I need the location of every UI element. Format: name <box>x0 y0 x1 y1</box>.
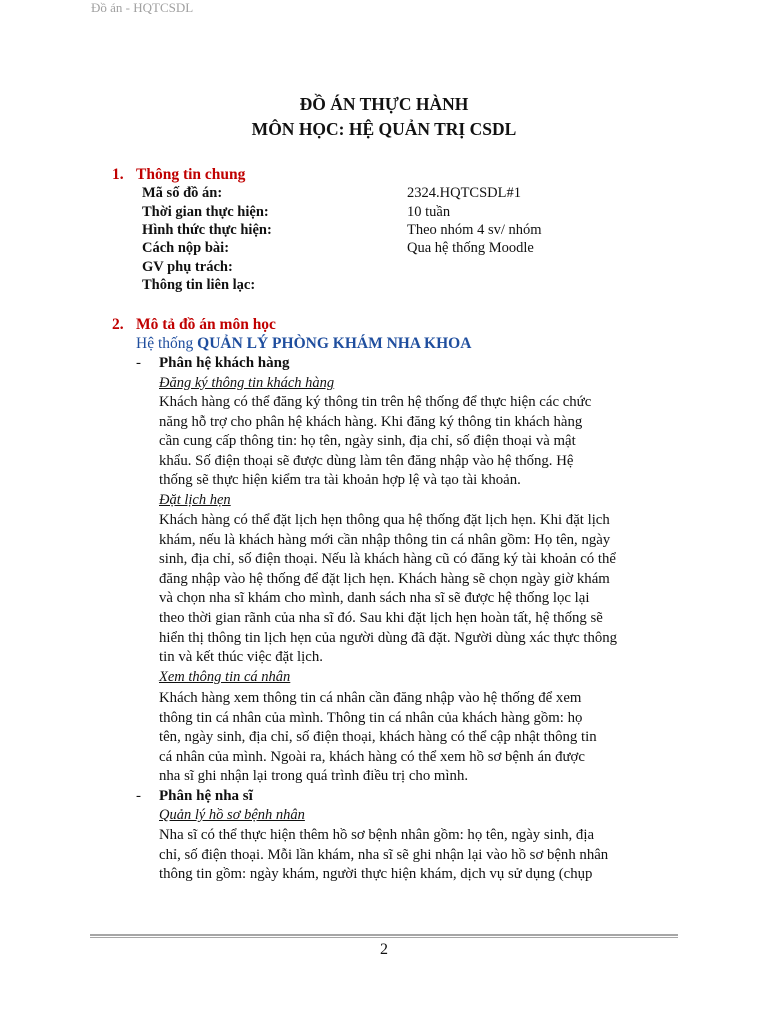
feature-paragraph <box>159 393 677 491</box>
paragraph-line: cần cung cấp thông tin: họ tên, ngày sinh, địa chỉ, số điện thoại và mật <box>159 433 576 450</box>
bullet-dash: - <box>136 355 141 371</box>
subsystem-heading <box>136 788 253 805</box>
info-value: 10 tuần <box>407 204 451 220</box>
system-name: QUẢN LÝ PHÒNG KHÁM NHA KHOA <box>197 335 472 352</box>
paragraph-line: đăng nhập vào hệ thống để đặt lịch hẹn. Khách hàng sẽ chọn ngày giờ khám <box>159 570 610 587</box>
subsystem-heading <box>136 355 289 372</box>
paragraph-line: sinh, địa chỉ, số điện thoại. Nếu là khách hàng cũ có đăng ký tài khoản có thể <box>159 551 616 568</box>
footer-divider <box>90 934 678 936</box>
paragraph-line: hiển thị thông tin lịch hẹn của người dùng đã đặt. Người dùng xác thực thông <box>159 629 618 646</box>
paragraph-line: thông tin cá nhân của mình. Thông tin cá nhân của khách hàng gồm: họ <box>159 709 583 726</box>
section-1-title: Thông tin chung <box>136 166 246 183</box>
info-value: Theo nhóm 4 sv/ nhóm <box>407 222 542 238</box>
subsystem-title: Phân hệ nha sĩ <box>159 788 253 804</box>
paragraph-line: tin và kết thúc việc đặt lịch. <box>159 649 323 666</box>
feature-title: Đăng ký thông tin khách hàng <box>159 375 335 391</box>
paragraph-line: khẩu. Số điện thoại sẽ được dùng làm tên đăng nhập vào hệ thống. Hệ <box>159 452 574 469</box>
paragraph-line: năng hỗ trợ cho phân hệ khách hàng. Khi đăng ký thông tin khách hàng <box>159 413 583 430</box>
section-1-number: 1. <box>112 166 124 183</box>
paragraph-line: cá nhân của mình. Ngoài ra, khách hàng có thể xem hồ sơ bệnh án được <box>159 748 585 765</box>
document-subtitle: MÔN HỌC: HỆ QUẢN TRỊ CSDL <box>251 119 517 139</box>
paragraph-line: khám, nếu là khách hàng mới cần nhập thông tin cá nhân gồm: Họ tên, ngày <box>159 531 611 548</box>
paragraph-line: thống sẽ thực hiện kiểm tra tài khoản hợp lệ và tạo tài khoản. <box>159 472 521 489</box>
paragraph-line: tên, ngày sinh, địa chỉ, số điện thoại, khách hàng có thể cập nhật thông tin <box>159 729 597 746</box>
bullet-dash: - <box>136 788 141 804</box>
paragraph-line: và chọn nha sĩ khám cho mình, danh sách nha sĩ sẽ được hệ thống lọc lại <box>159 590 590 607</box>
page-header: Đồ án - HQTCSDL <box>91 0 194 15</box>
paragraph-line: Nha sĩ có thể thực hiện thêm hồ sơ bệnh nhân gồm: họ tên, ngày sinh, địa <box>159 827 595 843</box>
feature-title: Xem thông tin cá nhân <box>159 669 291 685</box>
section-1-heading <box>112 166 245 184</box>
paragraph-line: theo thời gian rãnh của nha sĩ đó. Sau khi đặt lịch hẹn hoàn tất, hệ thống sẽ <box>159 609 603 626</box>
feature-paragraph <box>159 511 677 668</box>
info-value: Qua hệ thống Moodle <box>407 240 534 256</box>
section-2-title: Mô tả đồ án môn học <box>136 316 276 333</box>
paragraph-line: chỉ, số điện thoại. Mỗi lần khám, nha sĩ sẽ ghi nhận lại vào hồ sơ bệnh nhân <box>159 846 609 863</box>
subsystem-title: Phân hệ khách hàng <box>159 355 290 371</box>
paragraph-line: Khách hàng xem thông tin cá nhân cần đăng nhập vào hệ thống để xem <box>159 690 582 706</box>
info-label: Cách nộp bài: <box>142 240 230 256</box>
info-value: 2324.HQTCSDL#1 <box>407 185 521 201</box>
info-label: Hình thức thực hiện: <box>142 222 272 238</box>
feature-title: Đặt lịch hẹn <box>159 492 231 508</box>
paragraph-line: Khách hàng có thể đăng ký thông tin trên hệ thống để thực hiện các chức <box>159 394 592 410</box>
feature-title: Quản lý hồ sơ bệnh nhân <box>159 807 305 823</box>
feature-paragraph <box>159 826 677 885</box>
system-title <box>136 335 471 353</box>
paragraph-line: nha sĩ ghi nhận lại trong quá trình điều trị cho mình. <box>159 768 469 785</box>
feature-paragraph <box>159 689 677 787</box>
system-prefix: Hệ thống <box>136 335 194 352</box>
info-label: Thông tin liên lạc: <box>142 277 256 293</box>
paragraph-line: Khách hàng có thể đặt lịch hẹn thông qua hệ thống đặt lịch hẹn. Khi đặt lịch <box>159 512 610 528</box>
section-2-number: 2. <box>112 316 124 333</box>
footer-divider <box>90 937 678 938</box>
info-label: Thời gian thực hiện: <box>142 204 269 220</box>
paragraph-line: thông tin gồm: ngày khám, người thực hiện khám, dịch vụ sử dụng (chụp <box>159 866 593 883</box>
section-2-heading <box>112 316 276 334</box>
info-label: Mã số đồ án: <box>142 185 223 201</box>
info-label: GV phụ trách: <box>142 259 233 275</box>
page-number: 2 <box>380 941 388 958</box>
document-title: ĐỒ ÁN THỰC HÀNH <box>299 94 469 114</box>
